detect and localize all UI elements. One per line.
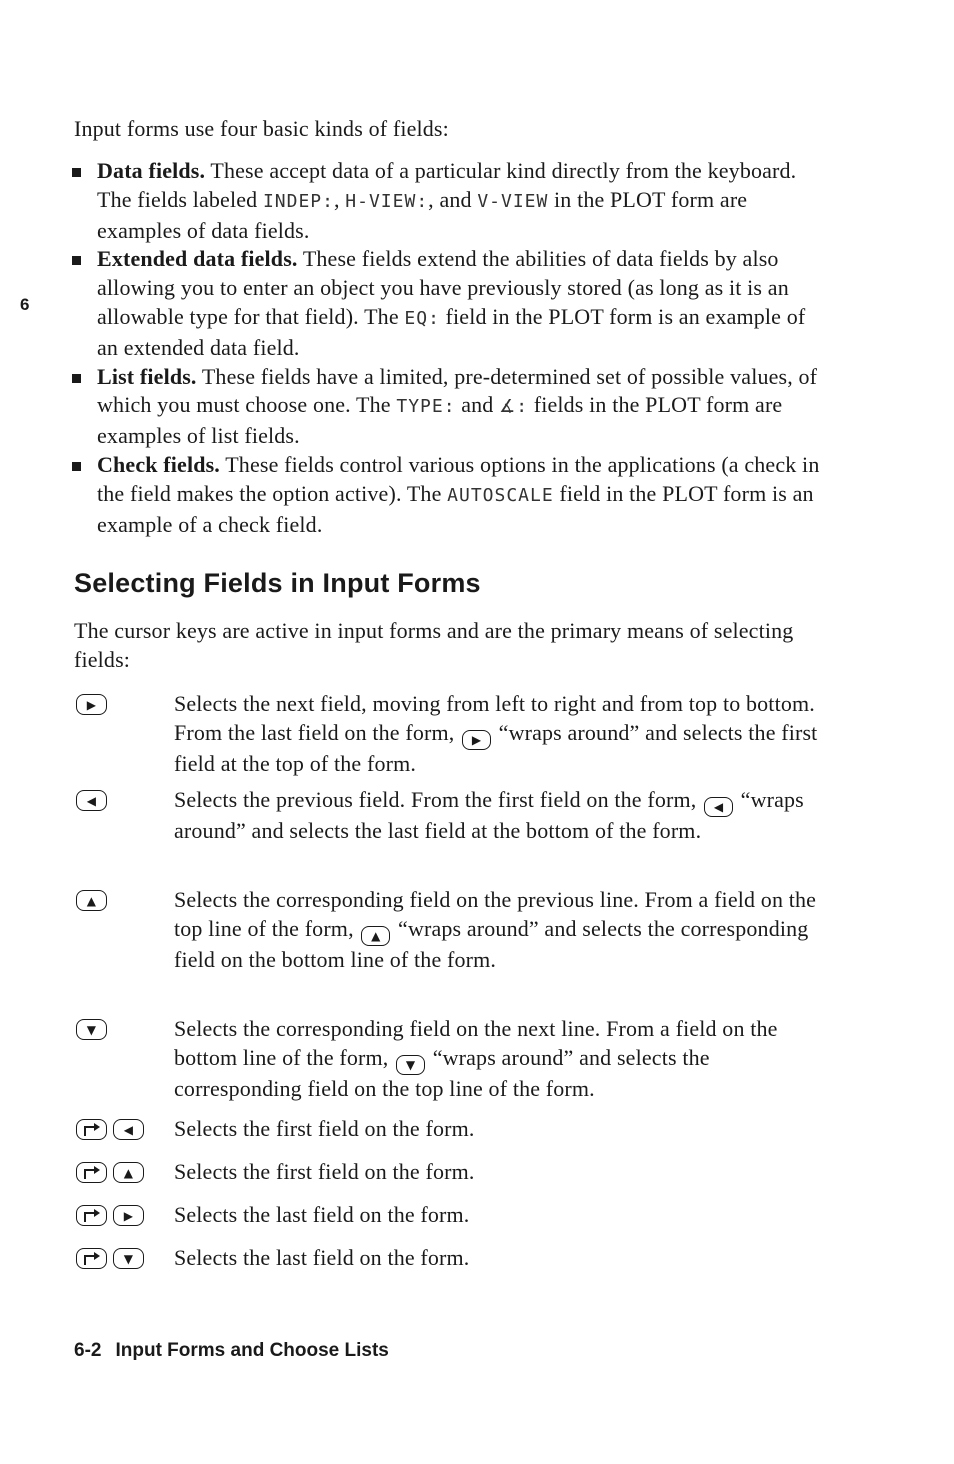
key-cell [74,1244,174,1269]
key-description: Selects the last field on the form. [174,1202,470,1227]
text: fields in the PLOT form are examples of list fields. [97,392,783,449]
list-item-check-fields [72,451,832,539]
text: “wraps around” and selects the first field at the top of the form. [174,719,818,776]
key-row-up [74,886,834,1015]
key-row-shift-up [74,1158,834,1201]
down-arrow-key-icon: ▼ [396,1055,425,1075]
term-check-fields: Check fields. [97,451,220,477]
up-arrow-key-icon: ▲ [113,1162,144,1183]
key-cell [74,1201,174,1226]
key-cell [74,786,174,811]
up-arrow-key-icon: ▲ [76,890,107,911]
text: These fields control various options in the applications (a check in the field makes the option active). The [97,451,820,506]
text: These accept data of a particular kind directly from the keyboard. The fields labeled [97,158,797,212]
list-item-data-fields [72,157,832,245]
down-arrow-key-icon: ▼ [76,1019,107,1040]
footer-title: Input Forms and Choose Lists [115,1340,389,1361]
text: in the PLOT form are examples of data fields. [97,186,748,243]
key-description [174,786,824,846]
text: Selects the next field, moving from left to right and from top to bottom. From the last field on the form, [174,691,815,745]
key-cell [74,690,174,715]
text: , and [428,186,478,212]
term-list-fields: List fields. [97,363,197,389]
intro-paragraph: Input forms use four basic kinds of fields: [74,116,449,141]
page-footer [74,1340,389,1362]
text: field in the PLOT form is an example of an extended data field. [97,303,806,360]
right-arrow-key-icon: ▶ [113,1205,144,1226]
field-label-indep: INDEP: [262,190,334,212]
key-row-left [74,786,834,886]
right-arrow-key-icon: ▶ [462,730,491,750]
key-cell [74,886,174,911]
left-arrow-key-icon: ◀ [76,790,107,811]
key-description: Selects the first field on the form. [174,1116,475,1141]
chapter-tab-marker: 6 [20,295,30,314]
bullet-square-icon [72,256,81,265]
text: Selects the corresponding field on the next line. From a field on the bottom line of the form, [174,1016,778,1070]
key-description [174,690,824,779]
right-arrow-key-icon: ▶ [76,694,107,715]
left-arrow-key-icon: ◀ [113,1119,144,1140]
up-arrow-key-icon: ▲ [361,926,390,946]
text: These fields have a limited, pre-determined set of possible values, of which you must choose one. The [97,363,818,418]
text: “wraps around” and selects the last field at the bottom of the form. [174,787,804,843]
field-label-h-view: H-VIEW: [345,190,429,212]
down-arrow-key-icon: ▼ [113,1248,144,1269]
text: and [455,392,500,418]
bullet-square-icon [72,374,81,383]
page-number: 6-2 [74,1340,102,1361]
right-shift-key-icon [76,1119,107,1140]
bullet-square-icon [72,462,81,471]
text: Selects the previous field. From the first field on the form, [174,787,703,812]
key-cell [74,1015,174,1040]
text: , [333,186,346,212]
section-heading: Selecting Fields in Input Forms [74,568,481,598]
field-label-autoscale: AUTOSCALE [447,484,554,506]
list-item-list-fields [72,363,832,451]
key-cell [74,1158,174,1183]
key-description: Selects the first field on the form. [174,1159,475,1184]
key-description [174,886,824,975]
list-item-extended-data-fields [72,245,832,362]
term-data-fields: Data fields. [97,158,206,183]
text: “wraps around” and selects the corresponding field on the bottom line of the form. [174,915,809,972]
right-shift-key-icon [76,1205,107,1226]
key-row-shift-down [74,1244,834,1287]
field-label-angle: ∡: [499,396,529,418]
field-label-type: TYPE: [396,396,456,418]
key-row-right [74,690,834,786]
right-shift-key-icon [76,1248,107,1269]
bullet-square-icon [72,168,81,177]
key-row-shift-left [74,1115,834,1158]
field-label-v-view: V-VIEW [477,190,549,212]
key-description: Selects the last field on the form. [174,1245,470,1270]
term-extended-data-fields: Extended data fields. [97,246,298,272]
text: Selects the corresponding field on the previous line. From a field on the top line of the form, [174,887,817,941]
cursor-keys-intro: The cursor keys are active in input forms and are the primary means of selecting fields: [74,618,794,672]
key-row-shift-right [74,1201,834,1244]
key-row-down [74,1015,834,1115]
text: “wraps around” and selects the corresponding field on the top line of the form. [174,1044,710,1101]
key-description [174,1015,824,1104]
right-shift-key-icon [76,1162,107,1183]
cursor-key-table [74,690,834,1287]
left-arrow-key-icon: ◀ [704,797,733,817]
key-cell [74,1115,174,1140]
field-types-list [72,157,832,539]
field-label-eq: EQ: [404,307,440,329]
text: field in the PLOT form is an example of a check field. [97,480,814,537]
text: These fields extend the abilities of data fields by also allowing you to enter an object you have previously stored (as long as it is an allowable type for that field). The [97,246,789,329]
